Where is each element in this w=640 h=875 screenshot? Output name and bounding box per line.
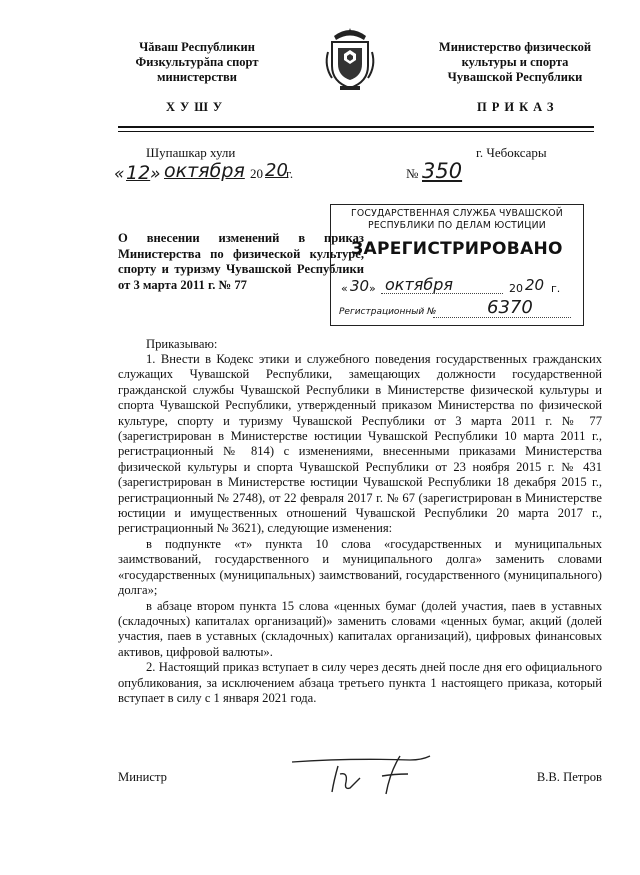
place-right: г. Чебоксары <box>476 145 547 160</box>
order-date-day: 12 <box>126 162 151 184</box>
order-subject: О внесении изменений в приказ Министерства по физической культуре, спорту и туризму Чувашской Республики от 3 марта 2011 г. № 77 <box>118 231 364 292</box>
order-intro: Приказываю: <box>146 337 218 351</box>
order-date-open-quote: « <box>114 164 125 184</box>
stamp-date-open-quote: « <box>341 282 348 295</box>
order-paragraph-1: 1. Внести в Кодекс этики и служебного поведения государственных гражданских служащих Чувашской Республики, замещающих должности государственной гражданской службы Чувашской Республики в Министерстве физической культуры и спорта Чувашской Республики, утвержденный приказом Министерства по физической культуре, спорту и туризму Чувашской Республики от 3 марта 2011 г. № 77 (зарегистрирован в Министерстве юстиции Чувашской Республики 10 марта 2011 г., регистрационный № 814) с изменениями, внесенными приказами Министерства физической культуры и спорта Чувашской Республики от 23 ноября 2015 г. № 431 (зарегистрирован в Министерстве юстиции Чувашской Республики 18 декабря 2015 г., регистрационный № 2748), от 22 февраля 2017 г. № 67 (зарегистрирован в Министерстве юстиции и имущественных отношений Чувашской Республики 20 марта 2017 г., регистрационный № 3621), следующие изменения: <box>118 352 602 536</box>
order-number-value: 350 <box>422 159 463 183</box>
header-right-ministry <box>420 40 610 85</box>
order-date <box>114 160 314 188</box>
header-left-line-3: министерстви <box>157 70 237 84</box>
stamp-org-line-1: ГОСУДАРСТВЕННАЯ СЛУЖБА ЧУВАШСКОЙ <box>351 208 563 219</box>
header-right-line-2: культуры и спорта <box>461 55 569 69</box>
header-divider-thick <box>118 126 594 128</box>
header-right-line-1: Министерство физической <box>438 40 592 54</box>
header-left-ministry <box>112 40 282 85</box>
signatory-name: В.В. Петров <box>536 770 602 784</box>
header-left-line-1: Чăваш Республикин <box>139 40 255 54</box>
header-left-line-2: Физкультурăпа спорт <box>135 55 259 69</box>
signatory-title: Министр <box>118 770 167 784</box>
order-number <box>406 160 476 188</box>
order-paragraph-4: 2. Настоящий приказ вступает в силу через десять дней после дня его официального опубликования, за исключением абзаца третьего пункта 1 настоящего приказа, который вступает в силу с 1 января 2021 года. <box>118 660 602 705</box>
stamp-registered-label: ЗАРЕГИСТРИРОВАНО <box>351 239 563 259</box>
stamp-date-year-prefix: 20 <box>509 282 523 295</box>
header-divider-thin <box>118 131 594 132</box>
order-date-close-quote: » <box>150 164 161 184</box>
stamp-org-line-2: РЕСПУБЛИКИ ПО ДЕЛАМ ЮСТИЦИИ <box>368 219 546 231</box>
stamp-reg-label: Регистрационный № <box>339 307 437 317</box>
order-body <box>118 352 602 706</box>
stamp-date-month-line <box>381 293 503 294</box>
order-paragraph-3: в абзаце втором пункта 15 слова «ценных бумаг (долей участия, паев в уставных (складочных) капиталах организаций)» заменить словами «ценных бумаг, акций (долей участия, паев в уставных (складочных) капиталах организаций), цифровых финансовых активов, цифровой валюты». <box>118 598 602 659</box>
stamp-date-close-quote: » <box>369 282 376 295</box>
order-date-year-prefix: 20 <box>250 166 263 181</box>
header-right-line-3: Чувашской Республики <box>447 70 583 84</box>
order-paragraph-2: в подпункте «т» пункта 10 слова «государственных и муниципальных заимствований, государственного и муниципального долга» заменить словами «государственных (муниципальных) заимствований, государственного (муниципального) долга»; <box>118 536 602 598</box>
place-left: Шупашкар хули <box>146 145 236 160</box>
stamp-reg-number-line <box>433 317 571 318</box>
stamp-reg-number: 6370 <box>487 297 533 318</box>
stamp-org-name <box>331 208 583 231</box>
order-date-year-suffix: 20 <box>265 160 288 181</box>
stamp-date-year: 20 <box>525 276 545 294</box>
handwritten-signature-icon <box>290 752 440 797</box>
stamp-date-month: октября <box>385 275 454 294</box>
stamp-date-day: 30 <box>350 277 370 295</box>
registration-stamp <box>330 204 584 326</box>
chuvash-coat-of-arms-icon <box>322 22 378 94</box>
header-left-doc-kind: ХУШУ <box>166 100 228 114</box>
order-date-year-end: г. <box>286 166 294 181</box>
header-right-doc-kind: ПРИКАЗ <box>477 100 559 114</box>
order-number-prefix: № <box>406 166 419 181</box>
stamp-date-year-end: г. <box>551 282 561 295</box>
order-date-month: октября <box>164 160 245 182</box>
